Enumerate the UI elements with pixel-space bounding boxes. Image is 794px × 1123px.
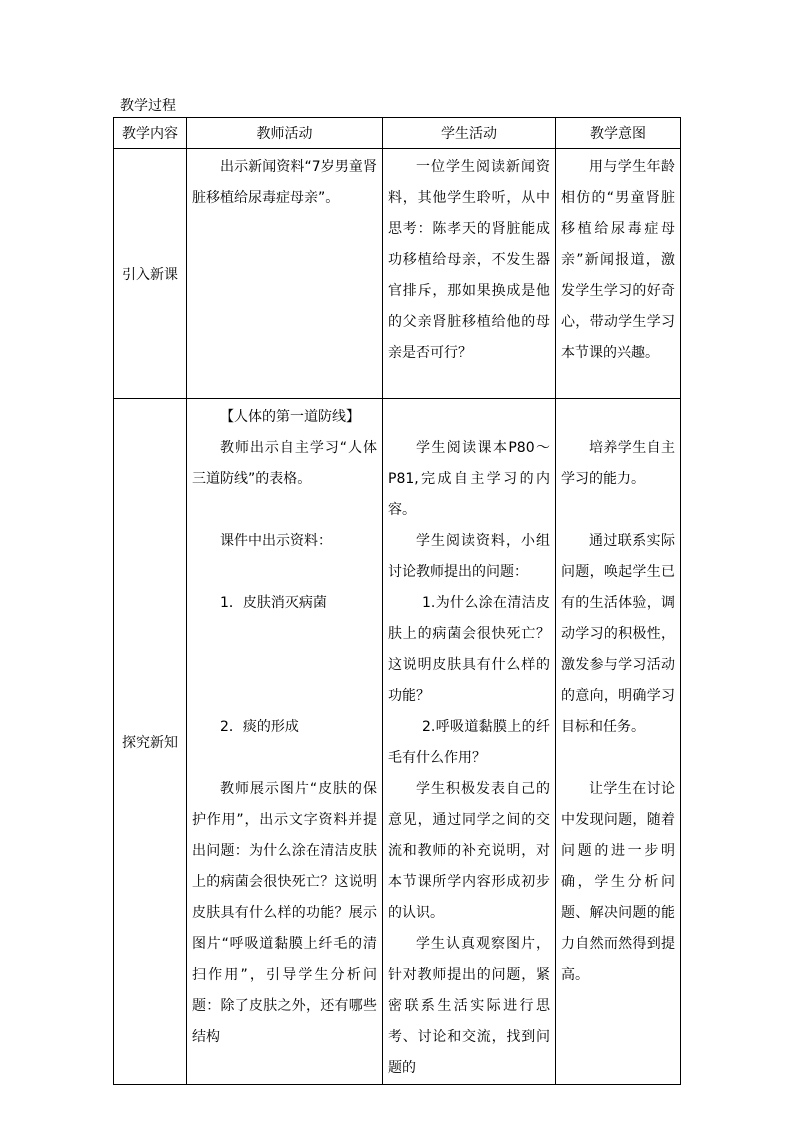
intent-intro-text: 用与学生年龄相仿的“男童肾脏移植给尿毒症母亲”新闻报道，激发学生学习的好奇心，带动学生学习本节课的兴趣。 [561,159,675,361]
teaching-process-table [113,117,681,1085]
teacher-paragraph: 教师展示图片“皮肤的保护作用”，出示文字资料并提出问题：为什么涂在清洁皮肤上的病菌会很快死亡？这说明皮肤具有什么样的功能？展示图片“呼吸道黏膜上纤毛的清扫作用”，引导学生分析问题：除了皮肤之外，还有哪些结构 [192,781,377,1045]
cell-intent-explore [556,399,681,1085]
student-question: 1.为什么涂在清洁皮肤上的病菌会很快死亡？这说明皮肤具有什么样的功能？ [388,595,550,704]
cell-intent-intro [556,149,681,399]
teacher-paragraph: 课件中出示资料： [220,533,332,549]
row-label-explore: 探究新知 [114,399,187,1085]
student-paragraph: 学生阅读课本P80～P81,完成自主学习的内容。 [388,440,550,518]
student-question: 2.呼吸道黏膜上的纤毛有什么作用？ [388,719,550,766]
table-row [114,399,681,1085]
intent-paragraph: 培养学生自主学习的能力。 [561,440,675,487]
student-paragraph: 学生积极发表自己的意见，通过同学之间的交流和教师的补充说明，对本节课所学内容形成初步的认识。 [388,781,550,921]
header-teacher-activity: 教师活动 [187,118,383,149]
header-teaching-intent: 教学意图 [556,118,681,149]
row-label-intro: 引入新课 [114,149,187,399]
table-header-row [114,118,681,149]
cell-student-intro [383,149,556,399]
teacher-paragraph: 教师出示自主学习“人体三道防线”的表格。 [192,440,377,487]
cell-student-explore [383,399,556,1085]
teacher-intro-text: 出示新闻资料“7岁男童肾脏移植给尿毒症母亲”。 [192,159,377,206]
header-student-activity: 学生活动 [383,118,556,149]
cell-teacher-intro [187,149,383,399]
teacher-list-item: 2．痰的形成 [220,719,299,735]
intent-paragraph: 让学生在讨论中发现问题，随着问题的进一步明确，学生分析问题、解决问题的能力自然而然得到提高。 [561,781,675,983]
table-row [114,149,681,399]
cell-teacher-explore [187,399,383,1085]
student-paragraph: 学生认真观察图片，针对教师提出的问题，紧密联系生活实际进行思考、讨论和交流，找到问题的 [388,936,550,1076]
intent-paragraph: 通过联系实际问题，唤起学生已有的生活体验，调动学习的积极性，激发参与学习活动的意向，明确学习目标和任务。 [561,533,675,735]
teacher-list-item: 1．皮肤消灭病菌 [220,595,327,611]
teacher-heading: 【人体的第一道防线】 [220,409,360,425]
header-teaching-content: 教学内容 [114,118,187,149]
section-title: 教学过程 [120,98,176,114]
student-paragraph: 学生阅读资料，小组讨论教师提出的问题： [388,533,550,580]
student-intro-text: 一位学生阅读新闻资料，其他学生聆听，从中思考：陈孝天的肾脏能成功移植给母亲，不发生器官排斥，那如果换成是他的父亲肾脏移植给他的母亲是否可行？ [388,159,550,361]
